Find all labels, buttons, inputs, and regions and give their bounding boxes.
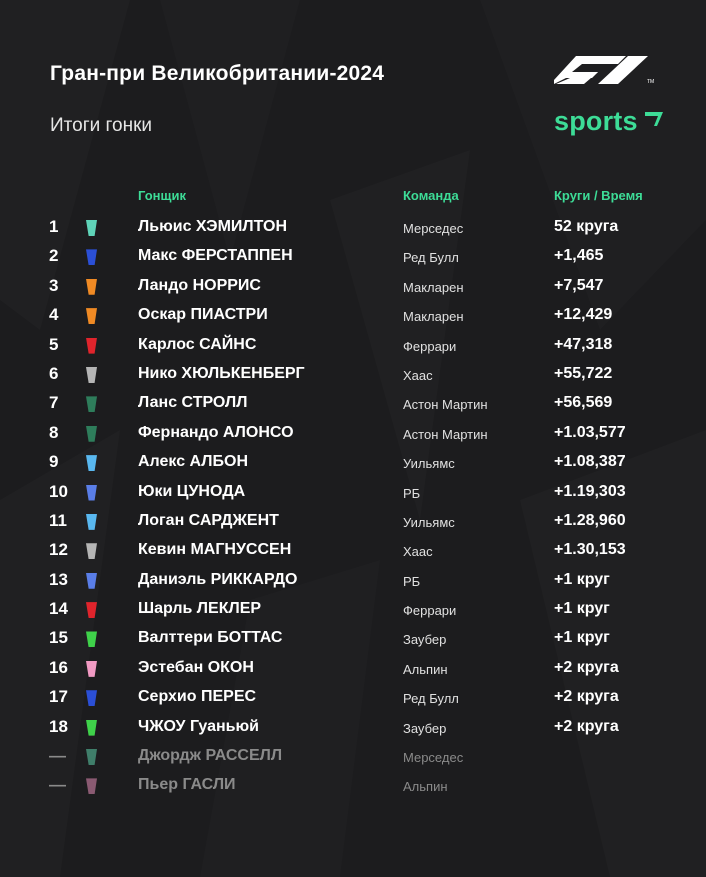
team-color-flag-icon xyxy=(86,631,97,647)
position-number: 15 xyxy=(49,628,68,648)
team-name: Уильямс xyxy=(403,514,455,530)
laps-time: +1 круг xyxy=(554,600,610,618)
driver-name: Валттери БОТТАС xyxy=(138,629,283,647)
team-name: Макларен xyxy=(403,279,464,295)
team-name: Альпин xyxy=(403,779,448,795)
team-name: РБ xyxy=(403,485,421,501)
laps-time: +1.28,960 xyxy=(554,511,626,529)
result-row xyxy=(0,683,706,712)
team-color-flag-icon xyxy=(86,602,97,618)
team-color-flag-icon xyxy=(86,426,97,442)
team-name: РБ xyxy=(403,573,421,589)
team-color-flag-icon xyxy=(86,396,97,412)
driver-name: Джордж РАССЕЛЛ xyxy=(138,747,283,765)
team-name: Макларен xyxy=(403,309,464,325)
position-number: 13 xyxy=(49,569,68,589)
laps-time: +55,722 xyxy=(554,364,613,382)
f1-logo-icon xyxy=(554,56,656,84)
team-name: Хаас xyxy=(403,544,433,560)
team-color-flag-icon xyxy=(86,543,97,559)
team-color-flag-icon xyxy=(86,778,97,794)
position-number: 16 xyxy=(49,657,68,677)
result-row xyxy=(0,566,706,595)
team-color-flag-icon xyxy=(86,338,97,354)
result-row xyxy=(0,360,706,389)
driver-name: Карлос САЙНС xyxy=(138,335,257,353)
position-number: 7 xyxy=(49,393,59,413)
results-list xyxy=(0,213,706,801)
result-row xyxy=(0,301,706,330)
driver-name: Логан САРДЖЕНТ xyxy=(138,511,279,529)
position-number: 9 xyxy=(49,452,59,472)
result-row xyxy=(0,213,706,242)
result-row xyxy=(0,448,706,477)
team-color-flag-icon xyxy=(86,220,97,236)
result-row xyxy=(0,536,706,565)
result-row xyxy=(0,331,706,360)
driver-name: Пьер ГАСЛИ xyxy=(138,776,236,794)
laps-time: +1.19,303 xyxy=(554,482,626,500)
team-color-flag-icon xyxy=(86,279,97,295)
position-number: 10 xyxy=(49,481,68,501)
position-number: 18 xyxy=(49,716,68,736)
sports-logo: sports xyxy=(554,106,638,136)
team-color-flag-icon xyxy=(86,514,97,530)
team-name: Заубер xyxy=(403,720,447,736)
position-number: 6 xyxy=(49,363,59,383)
laps-time: +2 круга xyxy=(554,658,619,676)
result-row xyxy=(0,624,706,653)
column-header-time: Круги / Время xyxy=(554,188,643,203)
driver-name: Нико ХЮЛЬКЕНБЕРГ xyxy=(138,364,305,382)
laps-time: +1.08,387 xyxy=(554,453,626,471)
laps-time: +56,569 xyxy=(554,394,613,412)
team-color-flag-icon xyxy=(86,661,97,677)
result-row xyxy=(0,242,706,271)
team-name: Заубер xyxy=(403,632,447,648)
team-color-flag-icon xyxy=(86,367,97,383)
team-name: Астон Мартин xyxy=(403,426,488,442)
driver-name: Шарль ЛЕКЛЕР xyxy=(138,600,262,618)
team-name: Хаас xyxy=(403,367,433,383)
laps-time: +1.03,577 xyxy=(554,423,626,441)
team-name: Астон Мартин xyxy=(403,397,488,413)
laps-time: 52 круга xyxy=(554,218,619,235)
page-subtitle: Итоги гонки xyxy=(50,115,153,136)
column-header-driver: Гонщик xyxy=(138,188,186,203)
team-name: Ред Булл xyxy=(403,691,459,707)
column-header-team: Команда xyxy=(403,188,459,203)
position-number: 3 xyxy=(49,275,59,295)
result-row xyxy=(0,389,706,418)
result-row xyxy=(0,771,706,800)
result-row xyxy=(0,478,706,507)
result-row xyxy=(0,419,706,448)
laps-time: +1.30,153 xyxy=(554,541,626,559)
driver-name: ЧЖОУ Гуаньюй xyxy=(138,717,259,735)
result-row xyxy=(0,742,706,771)
driver-name: Алекс АЛБОН xyxy=(138,453,249,471)
team-name: Феррари xyxy=(403,338,457,354)
result-row xyxy=(0,595,706,624)
team-name: Альпин xyxy=(403,661,448,677)
position-number: 5 xyxy=(49,334,59,354)
team-name: Феррари xyxy=(403,603,457,619)
driver-name: Юки ЦУНОДА xyxy=(138,482,246,500)
laps-time: +1 круг xyxy=(554,629,610,647)
position-number: 8 xyxy=(49,422,59,442)
driver-name: Ланс СТРОЛЛ xyxy=(138,394,248,412)
position-number: 17 xyxy=(49,687,68,707)
driver-name: Эстебан ОКОН xyxy=(138,658,254,676)
team-color-flag-icon xyxy=(86,455,97,471)
team-name: Мерседес xyxy=(403,221,464,236)
result-row xyxy=(0,713,706,742)
driver-name: Макс ФЕРСТАППЕН xyxy=(138,247,293,265)
position-number: — xyxy=(49,775,66,795)
result-row xyxy=(0,507,706,536)
position-number: 4 xyxy=(49,305,59,325)
team-name: Мерседес xyxy=(403,750,464,766)
page-title: Гран-при Великобритании-2024 xyxy=(50,62,385,85)
driver-name: Оскар ПИАСТРИ xyxy=(138,306,268,324)
team-color-flag-icon xyxy=(86,690,97,706)
laps-time: +7,547 xyxy=(554,276,604,294)
position-number: 11 xyxy=(49,510,67,530)
driver-name: Даниэль РИККАРДО xyxy=(138,570,298,588)
position-number: 2 xyxy=(49,246,59,266)
laps-time: +1 круг xyxy=(554,570,610,588)
driver-name: Фернандо АЛОНСО xyxy=(138,423,294,441)
driver-name: Льюис ХЭМИЛТОН xyxy=(138,218,287,235)
result-row xyxy=(0,272,706,301)
result-row xyxy=(0,654,706,683)
position-number: 1 xyxy=(49,217,59,236)
laps-time: +1,465 xyxy=(554,247,604,265)
sports-mark-icon xyxy=(645,112,663,126)
position-number: 12 xyxy=(49,540,68,560)
driver-name: Ландо НОРРИС xyxy=(138,276,261,294)
team-name: Уильямс xyxy=(403,456,455,472)
driver-name: Серхио ПЕРЕС xyxy=(138,688,257,706)
team-color-flag-icon xyxy=(86,485,97,501)
laps-time: +47,318 xyxy=(554,335,613,353)
position-number: — xyxy=(49,746,66,766)
laps-time: +2 круга xyxy=(554,688,619,706)
svg-text:TM: TM xyxy=(647,79,655,84)
team-color-flag-icon xyxy=(86,749,97,765)
team-color-flag-icon xyxy=(86,249,97,265)
position-number: 14 xyxy=(49,599,68,619)
laps-time: +12,429 xyxy=(554,306,613,324)
team-color-flag-icon xyxy=(86,720,97,736)
team-name: Ред Булл xyxy=(403,250,459,266)
laps-time: +2 круга xyxy=(554,717,619,735)
team-color-flag-icon xyxy=(86,573,97,589)
driver-name: Кевин МАГНУССЕН xyxy=(138,541,292,559)
team-color-flag-icon xyxy=(86,308,97,324)
